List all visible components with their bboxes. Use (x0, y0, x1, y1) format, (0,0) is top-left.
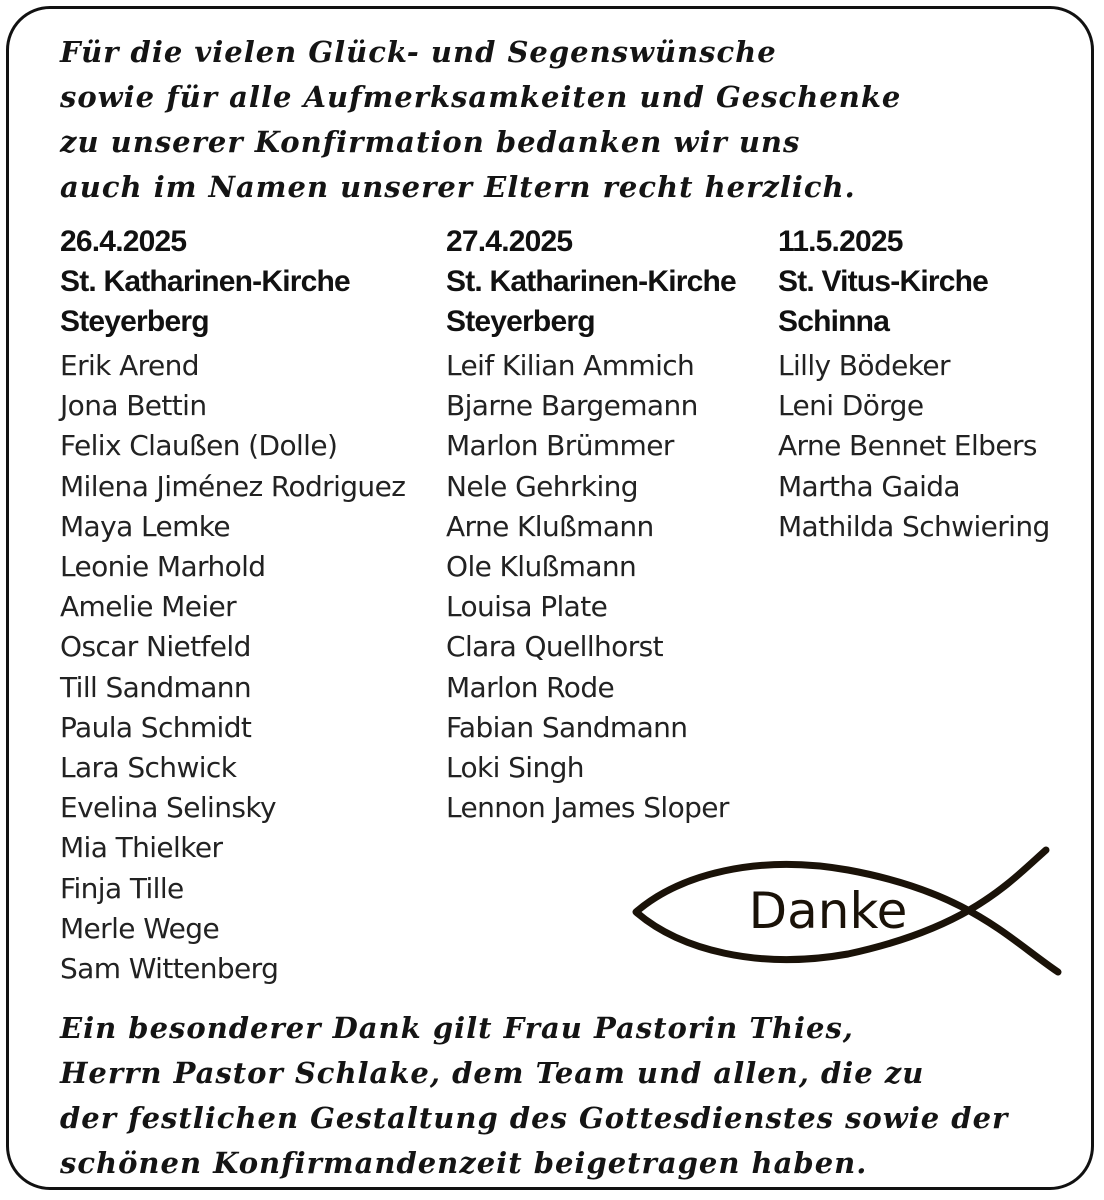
name-list (778, 346, 1078, 547)
confirmand-name: Paula Schmidt (60, 710, 252, 744)
confirmand-name: Oscar Nietfeld (60, 630, 251, 664)
confirmand-name: Lilly Bödeker (778, 349, 950, 382)
group-column-3 (778, 222, 1078, 547)
confirmand-name: Maya Lemke (60, 509, 230, 543)
confirmand-name: Arne Klußmann (446, 509, 654, 543)
confirmand-name: Sam Wittenberg (60, 952, 279, 986)
confirmand-name: Milena Jiménez Rodriguez (60, 469, 406, 503)
confirmand-name: Leif Kilian Ammich (446, 349, 695, 382)
intro-text (60, 30, 1060, 210)
outro-line: der festlichen Gestaltung des Gottesdienstes sowie der (60, 1101, 1009, 1135)
outro-line: Ein besonderer Dank gilt Frau Pastorin Thies, (60, 1011, 854, 1045)
confirmand-name: Fabian Sandmann (446, 710, 688, 744)
confirmand-name: Finja Tille (60, 871, 184, 905)
confirmand-name: Felix Claußen (Dolle) (60, 429, 338, 463)
group-column-2 (446, 222, 766, 828)
confirmand-name: Erik Arend (60, 349, 199, 382)
group-column-1 (60, 222, 430, 989)
confirmand-name: Lennon James Sloper (446, 791, 729, 825)
confirmand-name: Amelie Meier (60, 590, 237, 624)
confirmand-name: Leni Dörge (778, 389, 924, 423)
confirmand-name: Lara Schwick (60, 751, 237, 785)
intro-line: sowie für alle Aufmerksamkeiten und Geschenke (60, 80, 902, 114)
group-date: 11.5.2025 (778, 225, 903, 258)
confirmand-name: Mia Thielker (60, 831, 223, 865)
confirmand-name: Evelina Selinsky (60, 791, 276, 825)
outro-text (60, 1006, 1060, 1186)
group-place: Schinna (778, 305, 890, 338)
confirmand-name: Jona Bettin (60, 389, 207, 423)
intro-line: auch im Namen unserer Eltern recht herzlich. (60, 170, 856, 204)
group-date: 26.4.2025 (60, 225, 187, 258)
confirmand-name: Till Sandmann (60, 670, 252, 704)
confirmand-name: Ole Klußmann (446, 550, 637, 584)
confirmand-name: Louisa Plate (446, 590, 608, 624)
confirmand-name: Leonie Marhold (60, 550, 266, 584)
group-church: St. Vitus-Kirche (778, 265, 989, 298)
outro-line: Herrn Pastor Schlake, dem Team und allen, die zu (60, 1056, 925, 1090)
fish-label: Danke (748, 882, 908, 940)
confirmand-name: Nele Gehrking (446, 469, 638, 503)
confirmand-name: Marlon Rode (446, 670, 615, 704)
name-list (446, 346, 766, 828)
confirmand-name: Clara Quellhorst (446, 630, 663, 664)
group-place: Steyerberg (60, 305, 209, 338)
fish-icon (628, 846, 1068, 976)
confirmand-name: Mathilda Schwiering (778, 509, 1050, 543)
outro-line: schönen Konfirmandenzeit beigetragen haben. (60, 1146, 868, 1180)
confirmand-name: Loki Singh (446, 751, 584, 785)
confirmand-name: Merle Wege (60, 911, 220, 945)
confirmand-name: Bjarne Bargemann (446, 389, 698, 423)
group-place: Steyerberg (446, 305, 595, 338)
intro-line: zu unserer Konfirmation bedanken wir uns (60, 125, 801, 159)
confirmand-name: Marlon Brümmer (446, 429, 674, 463)
name-list (60, 346, 430, 989)
group-church: St. Katharinen-Kirche (446, 265, 736, 298)
confirmand-name: Arne Bennet Elbers (778, 429, 1037, 463)
intro-line: Für die vielen Glück- und Segenswünsche (60, 35, 777, 69)
group-date: 27.4.2025 (446, 225, 573, 258)
confirmand-name: Martha Gaida (778, 469, 960, 503)
group-church: St. Katharinen-Kirche (60, 265, 350, 298)
